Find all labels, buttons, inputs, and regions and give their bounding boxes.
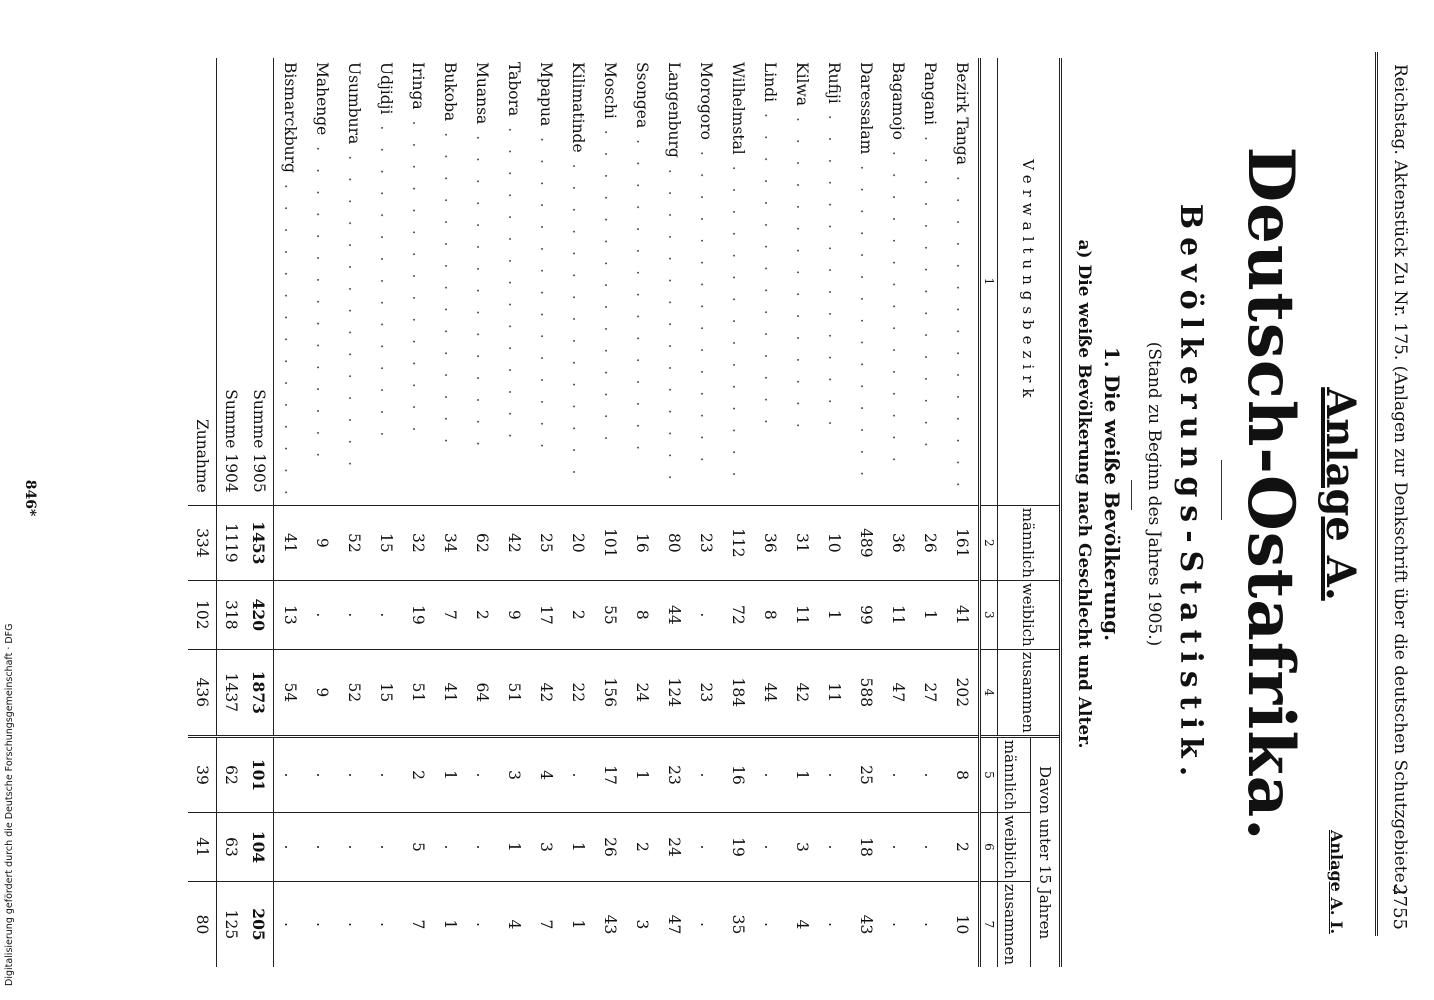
table-summary — [188, 58, 274, 967]
cell-weiblich: 1 — [818, 580, 850, 649]
cell-zusammen-15: 43 — [850, 881, 882, 967]
cell-weiblich-15: 26 — [594, 813, 626, 882]
cell-zusammen: 11 — [818, 649, 850, 736]
district-name — [338, 58, 370, 505]
cell-zusammen-15: 7 — [402, 881, 434, 967]
table-row — [530, 58, 562, 967]
district-label: Ssongea — [633, 62, 651, 129]
table-row — [338, 58, 370, 967]
cell-weiblich: 55 — [594, 580, 626, 649]
cell-zusammen: 22 — [562, 649, 594, 736]
district-label: Udjidji — [377, 62, 395, 115]
zunahme-w15: 41 — [188, 813, 217, 882]
header-title: Reichstag. Aktenstück Zu Nr. 175. (Anlagen zur Denkschrift über die deutschen Schutzgebiete.) — [1390, 64, 1410, 895]
cell-zusammen-15: 3 — [626, 881, 658, 967]
sum-1905-row — [245, 58, 274, 967]
cell-weiblich: . — [338, 580, 370, 649]
district-name — [306, 58, 338, 505]
cell-zusammen-15: 1 — [562, 881, 594, 967]
table-row — [722, 58, 754, 967]
cell-weiblich-15: . — [370, 813, 402, 882]
leader-dots: . . . . . . . . . . . . . . . — [793, 106, 811, 434]
cell-zusammen: 64 — [466, 649, 498, 736]
cell-maennlich: 489 — [850, 505, 882, 580]
cell-zusammen: 23 — [690, 649, 722, 736]
cell-maennlich-15: . — [914, 736, 946, 812]
cell-maennlich-15: . — [370, 736, 402, 812]
cell-zusammen-15: . — [274, 881, 307, 967]
cell-zusammen: 588 — [850, 649, 882, 736]
leader-dots: . . . . . . . . . . . . . . . — [473, 124, 491, 453]
district-label: Lindi — [761, 62, 779, 103]
cell-weiblich-15: . — [338, 813, 370, 882]
district-name — [274, 58, 307, 505]
leader-dots: . . . . . . . . . . . . . . . — [665, 157, 683, 486]
cell-zusammen: 124 — [658, 649, 690, 736]
col-number: 6 — [980, 813, 998, 882]
cell-maennlich-15: . — [690, 736, 722, 812]
sum-1905-z: 1873 — [245, 649, 274, 736]
col-number: 3 — [980, 580, 998, 649]
cell-maennlich-15: . — [466, 736, 498, 812]
zunahme-z15: 80 — [188, 881, 217, 967]
section-divider — [1131, 480, 1132, 510]
district-label: Morogoro — [697, 62, 715, 140]
col-header-zusammen: zusammen — [998, 649, 1061, 736]
sum-1904-label: Summe 1904 — [222, 389, 240, 493]
cell-zusammen: 44 — [754, 649, 786, 736]
col-header-maennlich-15: männlich — [998, 736, 1031, 812]
leader-dots: . . . . . . . . . . . . . . . — [953, 164, 971, 493]
zunahme-z: 436 — [188, 649, 217, 736]
district-label: Rufiji — [825, 62, 843, 104]
cell-zusammen-15: . — [882, 881, 914, 967]
title-statistik: Bevölkerungs-Statistik. — [1173, 203, 1208, 785]
cell-zusammen: 27 — [914, 649, 946, 736]
cell-maennlich: 101 — [594, 505, 626, 580]
district-name — [786, 58, 818, 505]
district-name — [690, 58, 722, 505]
leader-dots: . . . . . . . . . . . . . . . — [569, 152, 587, 481]
leader-dots: . . . . . . . . . . . . . . . — [761, 102, 779, 430]
table-row — [306, 58, 338, 967]
cell-maennlich-15: 4 — [530, 736, 562, 812]
cell-maennlich-15: . — [274, 736, 307, 812]
cell-zusammen-15: . — [754, 881, 786, 967]
sum-1905-z15: 205 — [245, 881, 274, 967]
cell-maennlich-15: 8 — [946, 736, 980, 812]
cell-maennlich-15: 2 — [402, 736, 434, 812]
cell-weiblich-15: . — [274, 813, 307, 882]
cell-weiblich-15: 3 — [786, 813, 818, 882]
district-name — [402, 58, 434, 505]
district-label: Tabora — [505, 62, 523, 117]
cell-maennlich-15: 3 — [498, 736, 530, 812]
leader-dots: . . . . . . . . . . . . . . . — [889, 139, 907, 468]
district-name — [626, 58, 658, 505]
leader-dots: . . . . . . . . . . . . . . . — [697, 139, 715, 468]
district-label: Moschi — [601, 62, 619, 119]
cell-weiblich-15: . — [818, 813, 850, 882]
leader-dots: . . . . . . . . . . . . . . . — [313, 135, 331, 464]
district-label: Bismarckburg — [281, 62, 299, 173]
cell-weiblich: 72 — [722, 580, 754, 649]
subsection-heading: a) Die weiße Bevölkerung nach Geschlecht und Alter. — [1074, 239, 1094, 749]
cell-maennlich-15: 17 — [594, 736, 626, 812]
population-table — [188, 58, 1062, 967]
cell-weiblich: . — [370, 580, 402, 649]
dfg-credit — [4, 606, 16, 996]
sum-1904-row — [217, 58, 246, 967]
district-name — [530, 58, 562, 505]
cell-maennlich: 31 — [786, 505, 818, 580]
cell-maennlich: 52 — [338, 505, 370, 580]
cell-zusammen-15: . — [306, 881, 338, 967]
cell-zusammen-15: 35 — [722, 881, 754, 967]
leader-dots: . . . . . . . . . . . . . . . — [345, 144, 363, 473]
district-name — [658, 58, 690, 505]
leader-dots: . . . . . . . . . . . . . . . — [857, 154, 875, 483]
cell-weiblich-15: . — [882, 813, 914, 882]
district-name — [434, 58, 466, 505]
cell-zusammen: 15 — [370, 649, 402, 736]
district-label: Mahenge — [313, 62, 331, 136]
cell-maennlich-15: . — [882, 736, 914, 812]
cell-zusammen: 41 — [434, 649, 466, 736]
district-label: Iringa — [409, 62, 427, 110]
zunahme-m15: 39 — [188, 736, 217, 812]
district-name — [722, 58, 754, 505]
cell-weiblich-15: 18 — [850, 813, 882, 882]
district-label: Kilimatinde — [569, 62, 587, 153]
leader-dots: . . . . . . . . . . . . . . . — [633, 128, 651, 457]
cell-weiblich-15: . — [754, 813, 786, 882]
cell-weiblich-15: 3 — [530, 813, 562, 882]
district-name — [466, 58, 498, 505]
cell-weiblich-15: . — [306, 813, 338, 882]
district-label: Pangani — [921, 62, 939, 126]
table-row — [562, 58, 594, 967]
col-number: 1 — [980, 58, 998, 505]
table-row — [402, 58, 434, 967]
cell-maennlich-15: 16 — [722, 736, 754, 812]
district-label: Kilwa — [793, 62, 811, 107]
leader-dots: . . . . . . . . . . . . . . . — [537, 126, 555, 454]
sum-1904-m: 1119 — [217, 505, 246, 580]
cell-weiblich: 17 — [530, 580, 562, 649]
table-row — [370, 58, 402, 967]
cell-weiblich-15: . — [434, 813, 466, 882]
anlage-small-label: Anlage A. I. — [1327, 830, 1346, 935]
cell-weiblich: 9 — [498, 580, 530, 649]
cell-zusammen-15: 7 — [530, 881, 562, 967]
cell-weiblich: 8 — [754, 580, 786, 649]
cell-weiblich-15: 1 — [562, 813, 594, 882]
cell-weiblich: 19 — [402, 580, 434, 649]
district-label: Mpapua — [537, 62, 555, 127]
leader-dots: . . . . . . . . . . . . . . . — [601, 118, 619, 447]
cell-maennlich: 80 — [658, 505, 690, 580]
col-number: 2 — [980, 505, 998, 580]
cell-zusammen: 24 — [626, 649, 658, 736]
cell-zusammen: 54 — [274, 649, 307, 736]
cell-zusammen-15: 43 — [594, 881, 626, 967]
leader-dots: . . . . . . . . . . . . . . . — [409, 109, 427, 438]
cell-zusammen: 156 — [594, 649, 626, 736]
cell-zusammen: 42 — [786, 649, 818, 736]
district-label: Bagamojo — [889, 62, 907, 140]
header-page-number: 2755 — [1389, 884, 1410, 930]
cell-weiblich-15: . — [914, 813, 946, 882]
cell-zusammen-15: . — [690, 881, 722, 967]
table-row — [434, 58, 466, 967]
cell-weiblich: 44 — [658, 580, 690, 649]
title-anlage: Anlage A. — [1317, 387, 1364, 601]
section-heading: 1. Die weiße Bevölkerung. — [1100, 346, 1124, 642]
leader-dots: . . . . . . . . . . . . . . . — [281, 172, 299, 501]
cell-maennlich-15: . — [818, 736, 850, 812]
col-header-zusammen-15: zusammen — [998, 881, 1031, 967]
cell-maennlich: 15 — [370, 505, 402, 580]
district-name — [562, 58, 594, 505]
cell-maennlich: 10 — [818, 505, 850, 580]
title-main: Deutsch-Ostafrika. — [1233, 146, 1308, 842]
district-name — [498, 58, 530, 505]
sum-1905-m: 1453 — [245, 505, 274, 580]
col-number: 5 — [980, 736, 998, 812]
col-header-maennlich: männlich — [998, 505, 1061, 580]
cell-maennlich-15: 23 — [658, 736, 690, 812]
table-row — [882, 58, 914, 967]
zunahme-w: 102 — [188, 580, 217, 649]
district-label: Muansa — [473, 62, 491, 125]
sum-1904-z15: 125 — [217, 881, 246, 967]
sum-1904-w15: 63 — [217, 813, 246, 882]
cell-zusammen-15: 4 — [498, 881, 530, 967]
table-row — [818, 58, 850, 967]
leader-dots: . . . . . . . . . . . . . . . — [377, 114, 395, 443]
cell-maennlich: 32 — [402, 505, 434, 580]
table-row — [946, 58, 980, 967]
cell-zusammen-15: 1 — [434, 881, 466, 967]
leader-dots: . . . . . . . . . . . . . . . — [441, 121, 459, 450]
cell-maennlich-15: 1 — [626, 736, 658, 812]
cell-maennlich-15: . — [306, 736, 338, 812]
cell-zusammen-15: 47 — [658, 881, 690, 967]
cell-maennlich: 25 — [530, 505, 562, 580]
cell-weiblich: 8 — [626, 580, 658, 649]
cell-zusammen-15: . — [370, 881, 402, 967]
district-name — [594, 58, 626, 505]
district-name — [882, 58, 914, 505]
district-name — [754, 58, 786, 505]
district-label: Daressalam — [857, 62, 875, 155]
sum-1904-z: 1437 — [217, 649, 246, 736]
leader-dots: . . . . . . . . . . . . . . . — [921, 125, 939, 453]
col-header-weiblich: weiblich — [998, 580, 1061, 649]
cell-zusammen: 51 — [402, 649, 434, 736]
table-body — [274, 58, 980, 967]
cell-weiblich-15: 2 — [946, 813, 980, 882]
cell-maennlich-15: 1 — [786, 736, 818, 812]
cell-weiblich-15: . — [690, 813, 722, 882]
sum-1905-m15: 101 — [245, 736, 274, 812]
cell-zusammen-15: . — [914, 881, 946, 967]
cell-maennlich: 23 — [690, 505, 722, 580]
cell-maennlich: 36 — [882, 505, 914, 580]
cell-maennlich-15: 25 — [850, 736, 882, 812]
cell-weiblich: 11 — [786, 580, 818, 649]
district-label: Wilhelmstal — [729, 62, 747, 155]
district-label: Langenburg — [665, 62, 683, 158]
col-number: 4 — [980, 649, 998, 736]
col-number: 7 — [980, 881, 998, 967]
district-name — [850, 58, 882, 505]
cell-zusammen: 51 — [498, 649, 530, 736]
table-row — [786, 58, 818, 967]
table-row — [466, 58, 498, 967]
cell-maennlich-15: . — [338, 736, 370, 812]
cell-maennlich: 112 — [722, 505, 754, 580]
cell-zusammen-15: . — [466, 881, 498, 967]
cell-weiblich-15: 2 — [626, 813, 658, 882]
cell-maennlich: 62 — [466, 505, 498, 580]
district-name — [914, 58, 946, 505]
table-row — [626, 58, 658, 967]
sum-1905-w15: 104 — [245, 813, 274, 882]
cell-weiblich: 11 — [882, 580, 914, 649]
cell-weiblich: 41 — [946, 580, 980, 649]
cell-weiblich: 99 — [850, 580, 882, 649]
zunahme-label: Zunahme — [188, 58, 217, 505]
cell-zusammen: 202 — [946, 649, 980, 736]
cell-maennlich-15: . — [754, 736, 786, 812]
cell-weiblich: 7 — [434, 580, 466, 649]
title-divider — [1221, 460, 1222, 520]
col-header-bezirk: Verwaltungsbezirk — [998, 58, 1061, 505]
cell-zusammen: 184 — [722, 649, 754, 736]
cell-weiblich: 2 — [562, 580, 594, 649]
cell-zusammen-15: . — [338, 881, 370, 967]
cell-weiblich: 13 — [274, 580, 307, 649]
table-row — [658, 58, 690, 967]
cell-maennlich: 26 — [914, 505, 946, 580]
cell-weiblich: 1 — [914, 580, 946, 649]
table-row — [498, 58, 530, 967]
sum-1904-m15: 62 — [217, 736, 246, 812]
cell-zusammen: 52 — [338, 649, 370, 736]
table-row — [754, 58, 786, 967]
table-row — [274, 58, 307, 967]
cell-maennlich: 41 — [274, 505, 307, 580]
leader-dots: . . . . . . . . . . . . . . . — [825, 103, 843, 432]
table-row — [914, 58, 946, 967]
sum-1905-label: Summe 1905 — [245, 58, 274, 505]
cell-zusammen: 9 — [306, 649, 338, 736]
cell-maennlich: 161 — [946, 505, 980, 580]
zunahme-row — [188, 58, 217, 967]
cell-zusammen-15: . — [818, 881, 850, 967]
district-name — [946, 58, 980, 505]
cell-weiblich-15: 5 — [402, 813, 434, 882]
cell-zusammen-15: 10 — [946, 881, 980, 967]
cell-maennlich-15: . — [562, 736, 594, 812]
sum-1904-w: 318 — [217, 580, 246, 649]
cell-maennlich: 16 — [626, 505, 658, 580]
running-header — [1375, 52, 1422, 936]
cell-zusammen: 47 — [882, 649, 914, 736]
table-row — [594, 58, 626, 967]
cell-weiblich-15: 1 — [498, 813, 530, 882]
district-name — [370, 58, 402, 505]
table-row — [690, 58, 722, 967]
cell-zusammen-15: 4 — [786, 881, 818, 967]
leader-dots: . . . . . . . . . . . . . . . — [729, 154, 747, 483]
district-label: Bukoba — [441, 62, 459, 122]
leader-dots: . . . . . . . . . . . . . . . — [505, 116, 523, 445]
cell-zusammen: 42 — [530, 649, 562, 736]
cell-maennlich-15: 1 — [434, 736, 466, 812]
cell-weiblich-15: . — [466, 813, 498, 882]
district-label: Usumbura — [345, 62, 363, 145]
district-name — [818, 58, 850, 505]
zunahme-m: 334 — [188, 505, 217, 580]
cell-maennlich: 20 — [562, 505, 594, 580]
cell-maennlich: 9 — [306, 505, 338, 580]
col-header-group-under15: Davon unter 15 Jahren — [1031, 736, 1061, 967]
cell-weiblich: . — [306, 580, 338, 649]
cell-weiblich: 2 — [466, 580, 498, 649]
cell-maennlich: 42 — [498, 505, 530, 580]
title-stand: (Stand zu Beginn des Jahres 1905.) — [1144, 341, 1164, 647]
table-row — [850, 58, 882, 967]
cell-maennlich: 36 — [754, 505, 786, 580]
cell-weiblich-15: 19 — [722, 813, 754, 882]
dfg-credit-text: Digitalisierung gefördert durch die Deutsche Forschungsgemeinschaft · DFG — [4, 623, 15, 986]
district-label: Bezirk Tanga — [953, 62, 971, 165]
sum-1905-w: 420 — [245, 580, 274, 649]
page-number: 846* — [22, 479, 38, 517]
col-header-weiblich-15: weiblich — [998, 813, 1031, 882]
cell-maennlich: 34 — [434, 505, 466, 580]
cell-weiblich-15: 24 — [658, 813, 690, 882]
cell-weiblich: . — [690, 580, 722, 649]
